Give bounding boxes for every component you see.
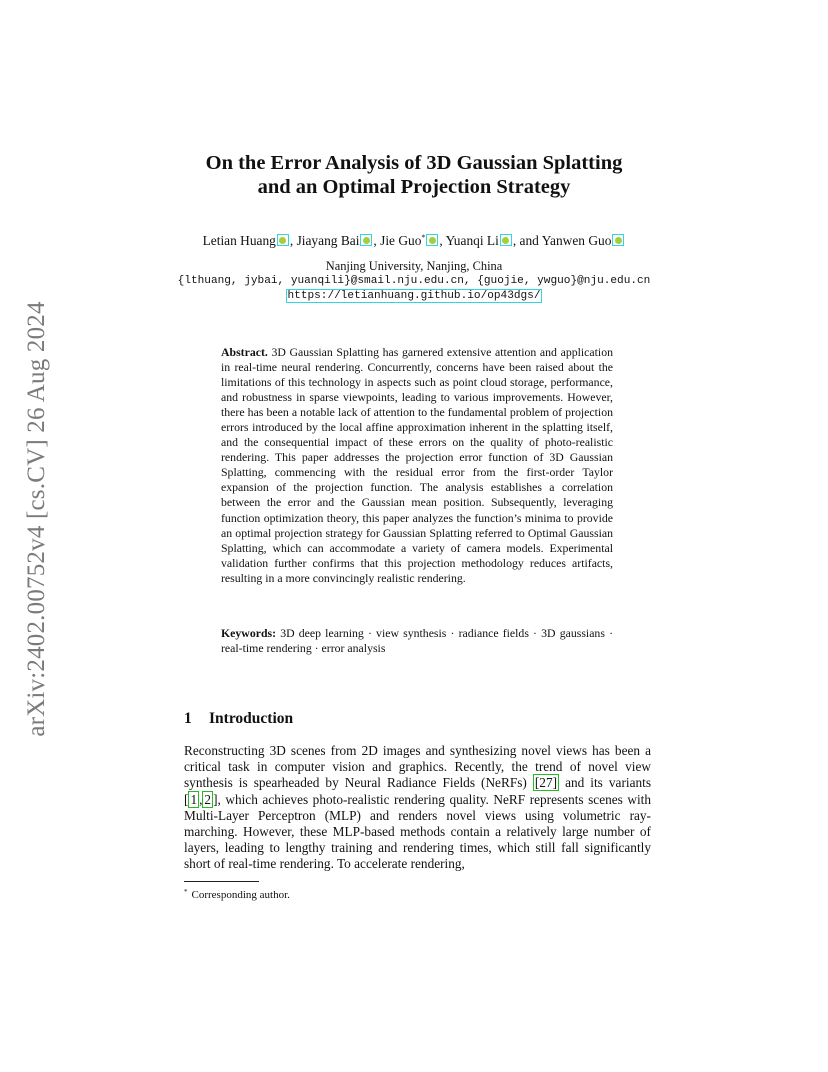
orcid-icon[interactable]	[360, 234, 372, 246]
author-separator: , and	[512, 233, 542, 248]
orcid-icon[interactable]	[426, 234, 438, 246]
author-separator: ,	[373, 233, 381, 248]
abstract-label: Abstract.	[221, 345, 268, 359]
citation-bracket: [	[184, 791, 189, 807]
affiliation: Nanjing University, Nanjing, China	[325, 259, 503, 273]
title-line-2: and an Optimal Projection Strategy	[257, 176, 571, 198]
author-name: Letian Huang	[202, 233, 276, 248]
title-line-1: On the Error Analysis of 3D Gaussian Splatting	[205, 152, 623, 174]
citation-bracket: [	[534, 775, 540, 791]
section-title: Introduction	[209, 710, 294, 727]
author-separator: ,	[289, 233, 297, 248]
footnote-mark: *	[184, 888, 188, 896]
citation-link[interactable]: 1	[190, 791, 198, 807]
author-name: Yanwen Guo	[541, 233, 612, 248]
project-link[interactable]: https://letianhuang.github.io/op43dgs/	[287, 290, 541, 302]
section-heading	[184, 709, 293, 729]
author-name: Jie Guo	[380, 233, 422, 248]
intro-text: and its variants	[559, 775, 651, 791]
keywords	[221, 626, 613, 656]
citation-link[interactable]	[533, 774, 559, 791]
author-name: Jiayang Bai	[296, 233, 360, 248]
footnote	[184, 885, 290, 902]
intro-paragraph	[184, 743, 651, 873]
citation-link[interactable]: 2	[204, 791, 212, 807]
author-list	[100, 230, 728, 249]
section-number: 1	[184, 710, 192, 727]
footnote-text: Corresponding author.	[191, 889, 290, 901]
project-url-line	[100, 289, 728, 304]
arxiv-id-text: arXiv:2402.00752v4 [cs.CV] 26 Aug 2024	[23, 301, 50, 737]
citation-bracket: ]	[552, 775, 558, 791]
author-emails: {lthuang, jybai, yuanqili}@smail.nju.edu.cn, {guojie, ywguo}@nju.edu.cn	[177, 275, 651, 287]
citation-bracket: ]	[213, 791, 218, 807]
author-name: Yuanqi Li	[445, 233, 499, 248]
orcid-icon[interactable]	[612, 234, 624, 246]
keywords-label: Keywords:	[221, 626, 277, 640]
footnote-rule	[184, 881, 259, 882]
corresponding-mark[interactable]: *	[421, 233, 426, 242]
orcid-icon[interactable]	[277, 234, 289, 246]
arxiv-stamp	[12, 282, 62, 756]
paper-title	[100, 151, 728, 199]
orcid-icon[interactable]	[500, 234, 512, 246]
citation-separator: ,	[199, 791, 203, 807]
abstract	[221, 345, 613, 586]
keywords-text: 3D deep learning · view synthesis · radiance fields · 3D gaussians · real-time rendering · error analysis	[221, 626, 613, 656]
intro-text: , which achieves photo-realistic rendering quality. NeRF represents scenes with Multi-Layer Perceptron (MLP) and renders novel views using volumetric ray-marching. However, these MLP-based methods contain a relatively large number of layers, leading to lengthy training and rendering times, which still fall significantly short of real-time rendering. To accelerate rendering,	[184, 791, 651, 872]
abstract-text: 3D Gaussian Splatting has garnered extensive attention and application in real-time neural rendering. Concurrently, concerns have been raised about the limitations of this technology in aspects such as point cloud storage, performance, and robustness in sparse viewpoints, leading to various improvements. However, there has been a notable lack of attention to the fundamental problem of projection errors introduced by the local affine approximation inherent in the splatting itself, and the consequential impact of these errors on the quality of photo-realistic rendering. This paper addresses the projection error function of 3D Gaussian Splatting, commencing with the residual error from the first-order Taylor expansion of the projection function. The analysis establishes a correlation between the error and the Gaussian mean position. Subsequently, leveraging function optimization theory, this paper analyzes the function’s minima to provide an optimal projection strategy for Gaussian Splatting referred to Optimal Gaussian Splatting, which can accommodate a variety of camera models. Experimental validation further confirms that this projection methodology reduces artifacts, resulting in a more convincingly realistic rendering.	[221, 345, 613, 585]
intro-text: Reconstructing 3D scenes from 2D images and synthesizing novel views has been a critical task in computer vision and graphics. Recently, the trend of novel view synthesis is spearheaded by Neural Radiance Fields (NeRFs)	[184, 743, 651, 791]
author-separator: ,	[439, 233, 446, 248]
citation-number: 27	[539, 775, 553, 791]
